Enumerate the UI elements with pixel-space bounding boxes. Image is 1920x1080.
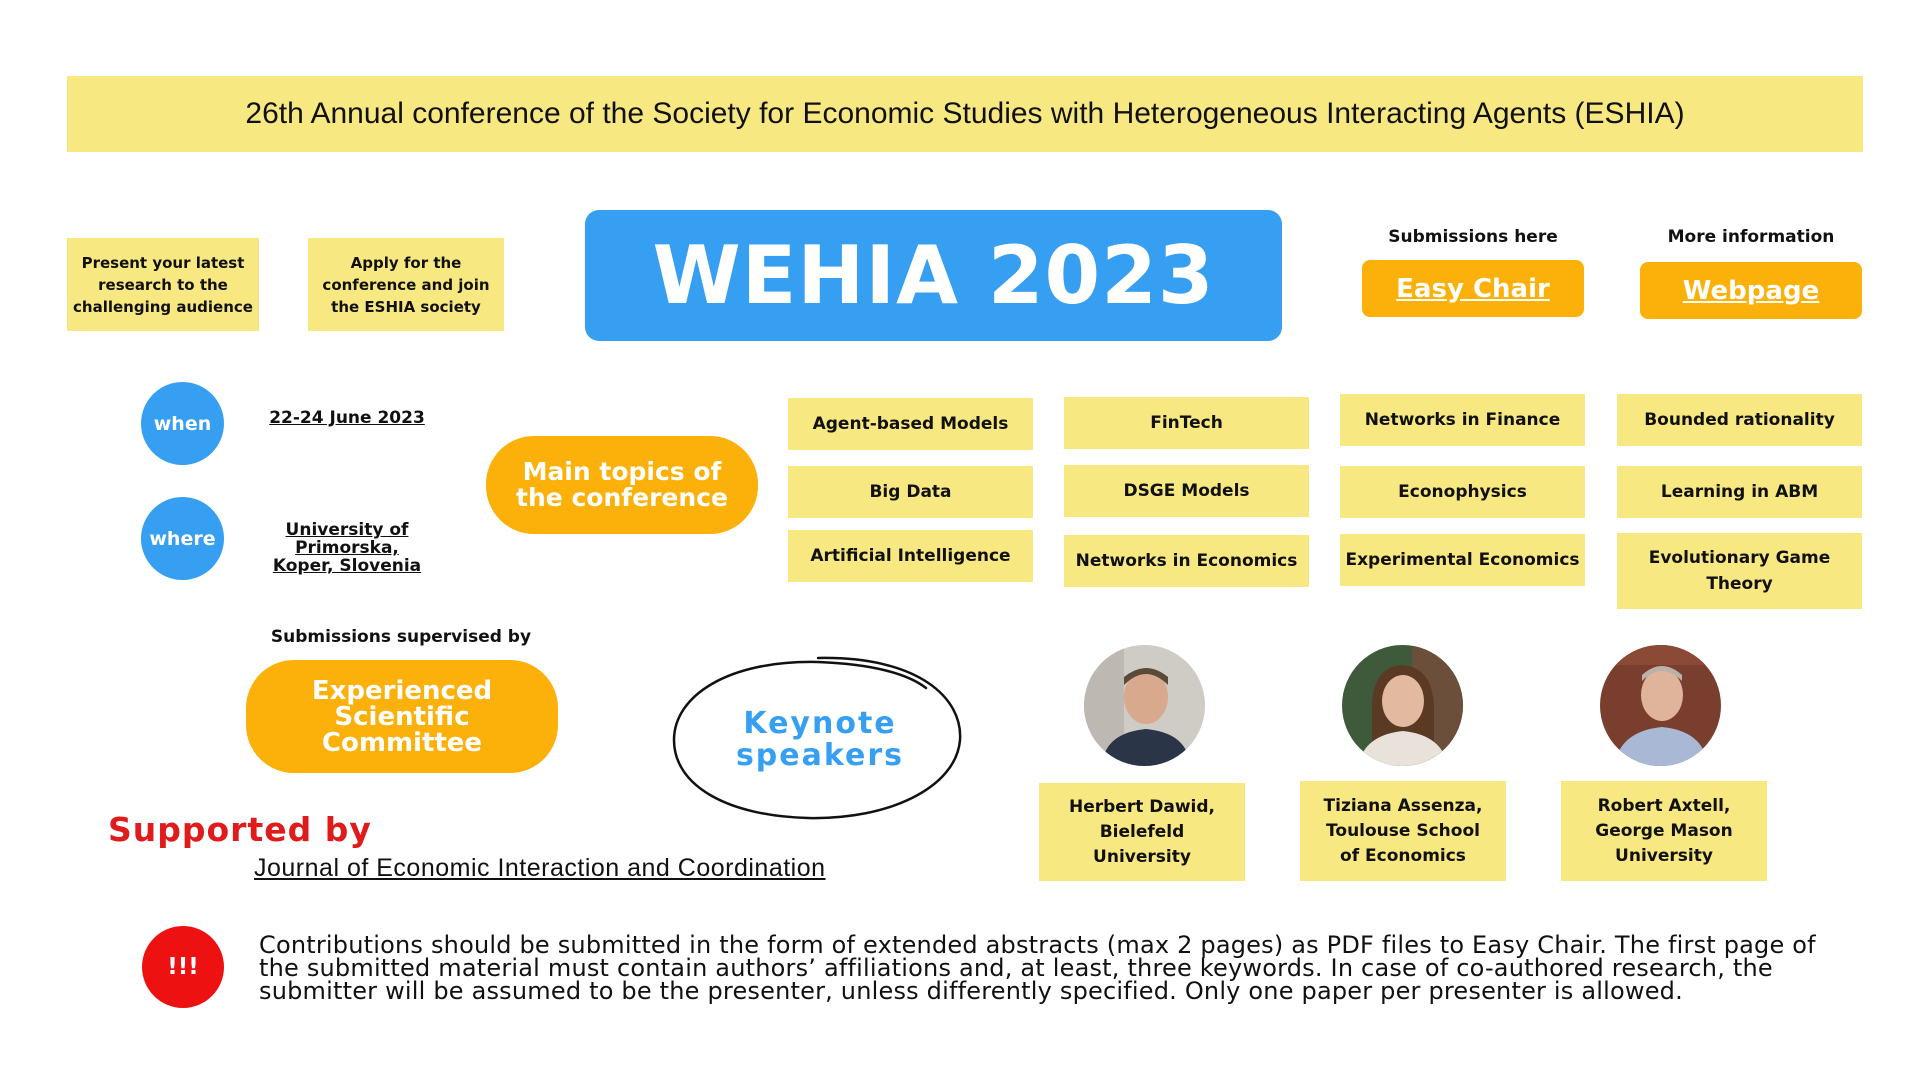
journal-link[interactable]: Journal of Economic Interaction and Coordination <box>254 854 826 882</box>
conference-banner: 26th Annual conference of the Society for Economic Studies with Heterogeneous Interacting Agents (ESHIA) <box>67 76 1863 152</box>
keynote-label: Keynote speakers <box>735 706 905 773</box>
speaker-photo-assenza <box>1342 645 1463 766</box>
topic-artificial-intelligence: Artificial Intelligence <box>788 530 1033 582</box>
topic-econophysics: Econophysics <box>1340 466 1585 518</box>
venue-line-2: Koper, Slovenia <box>272 556 422 576</box>
submissions-caption: Submissions here <box>1388 227 1558 247</box>
venue-line-1: University of Primorska, <box>285 520 409 558</box>
topic-bounded-rationality: Bounded rationality <box>1617 394 1862 446</box>
topic-dsge-models: DSGE Models <box>1064 465 1309 517</box>
topic-networks-in-economics: Networks in Economics <box>1064 535 1309 587</box>
where-badge: where <box>141 497 224 580</box>
speaker-name-axtell: Robert Axtell, George Mason University <box>1561 781 1767 881</box>
pitch-apply-box: Apply for the conference and join the ESHIA society <box>308 238 504 331</box>
topic-evolutionary-game-theory: Evolutionary Game Theory <box>1617 533 1862 609</box>
speaker-photo-axtell <box>1600 645 1721 766</box>
submission-note: Contributions should be submitted in the form of extended abstracts (max 2 pages) as PDF files to Easy Chair. The first page of the submitted material must contain authors’ affiliations and, at least, three keywords. In case of co-authored research, the submitter will be assumed to be the presenter, unless differently specified. Only one paper per presenter is allowed. <box>259 931 1816 1005</box>
webpage-button[interactable]: Webpage <box>1640 262 1862 319</box>
easy-chair-button[interactable]: Easy Chair <box>1362 260 1584 317</box>
pitch-present-box: Present your latest research to the challenging audience <box>67 238 259 331</box>
topic-experimental-economics: Experimental Economics <box>1340 534 1585 586</box>
date-link[interactable]: 22-24 June 2023 <box>269 408 425 428</box>
committee-pill: Experienced Scientific Committee <box>246 660 558 773</box>
alert-icon: !!! <box>142 926 224 1008</box>
venue-link[interactable] <box>232 521 462 575</box>
committee-caption: Submissions supervised by <box>270 627 532 647</box>
speaker-photo-dawid <box>1084 645 1205 766</box>
topic-learning-in-abm: Learning in ABM <box>1617 466 1862 518</box>
topic-networks-in-finance: Networks in Finance <box>1340 394 1585 446</box>
when-badge: when <box>141 382 224 465</box>
more-info-caption: More information <box>1667 227 1835 247</box>
topic-big-data: Big Data <box>788 466 1033 518</box>
speaker-name-dawid: Herbert Dawid, Bielefeld University <box>1039 783 1245 881</box>
main-topics-pill: Main topics of the conference <box>486 436 758 534</box>
page-title: WEHIA 2023 <box>585 210 1282 341</box>
topic-agent-based-models: Agent-based Models <box>788 398 1033 450</box>
topic-fintech: FinTech <box>1064 397 1309 449</box>
speaker-name-assenza: Tiziana Assenza, Toulouse School of Economics <box>1300 781 1506 881</box>
supported-by-heading: Supported by <box>108 810 372 849</box>
